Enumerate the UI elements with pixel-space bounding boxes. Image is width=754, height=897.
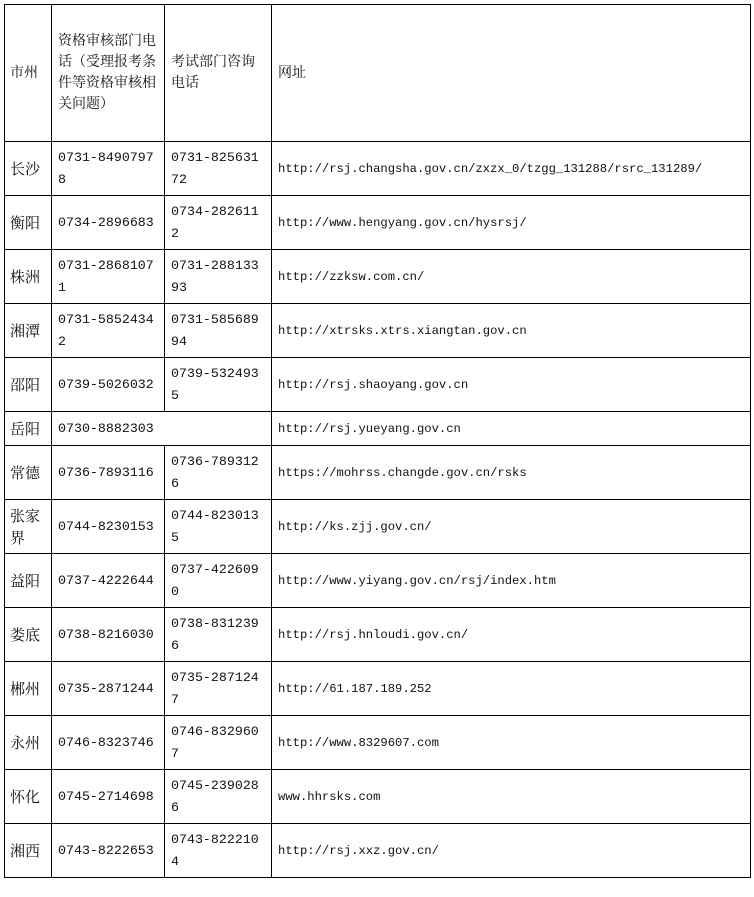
website-link[interactable]: http://rsj.changsha.gov.cn/zxzx_0/tzgg_131288/rsrc_131289/	[272, 142, 751, 196]
city-cell: 怀化	[5, 770, 52, 824]
table-row	[5, 358, 751, 412]
table-row	[5, 412, 751, 446]
city-cell: 湘潭	[5, 304, 52, 358]
table-row	[5, 196, 751, 250]
website-link[interactable]: http://61.187.189.252	[272, 662, 751, 716]
table-row	[5, 608, 751, 662]
city-cell: 株洲	[5, 250, 52, 304]
qualification-phone-cell: 0745-2714698	[52, 770, 165, 824]
website-link[interactable]: https://mohrss.changde.gov.cn/rsks	[272, 446, 751, 500]
qualification-phone-cell: 0735-2871244	[52, 662, 165, 716]
exam-phone-cell: 0734-2826112	[165, 196, 272, 250]
city-cell: 常德	[5, 446, 52, 500]
qualification-phone-cell: 0736-7893116	[52, 446, 165, 500]
website-link[interactable]: http://rsj.shaoyang.gov.cn	[272, 358, 751, 412]
website-link[interactable]: http://zzksw.com.cn/	[272, 250, 751, 304]
website-link[interactable]: http://www.yiyang.gov.cn/rsj/index.htm	[272, 554, 751, 608]
table-body	[5, 5, 751, 878]
table-row	[5, 446, 751, 500]
qualification-phone-cell: 0731-84907978	[52, 142, 165, 196]
website-link[interactable]: www.hhrsks.com	[272, 770, 751, 824]
table-row	[5, 770, 751, 824]
exam-phone-cell: 0735-2871247	[165, 662, 272, 716]
qualification-phone-cell: 0746-8323746	[52, 716, 165, 770]
table-row	[5, 250, 751, 304]
exam-phone-cell: 0731-58568994	[165, 304, 272, 358]
qualification-phone-cell: 0737-4222644	[52, 554, 165, 608]
table-row	[5, 716, 751, 770]
city-cell: 张家界	[5, 500, 52, 554]
exam-phone-cell: 0746-8329607	[165, 716, 272, 770]
website-link[interactable]: http://www.hengyang.gov.cn/hysrsj/	[272, 196, 751, 250]
exam-phone-cell: 0739-5324935	[165, 358, 272, 412]
city-cell: 益阳	[5, 554, 52, 608]
qualification-phone-cell: 0734-2896683	[52, 196, 165, 250]
exam-phone-cell: 0744-8230135	[165, 500, 272, 554]
website-link[interactable]: http://rsj.xxz.gov.cn/	[272, 824, 751, 878]
city-cell: 湘西	[5, 824, 52, 878]
website-link[interactable]: http://ks.zjj.gov.cn/	[272, 500, 751, 554]
city-cell: 邵阳	[5, 358, 52, 412]
qualification-phone-cell: 0731-58524342	[52, 304, 165, 358]
website-link[interactable]: http://www.8329607.com	[272, 716, 751, 770]
city-cell: 长沙	[5, 142, 52, 196]
table-row	[5, 304, 751, 358]
qualification-phone-cell: 0743-8222653	[52, 824, 165, 878]
header-qualification-phone: 资格审核部门电话（受理报考条件等资格审核相关问题）	[52, 5, 165, 142]
table-row	[5, 142, 751, 196]
table-row	[5, 554, 751, 608]
header-website: 网址	[272, 5, 751, 142]
table-row	[5, 824, 751, 878]
city-cell: 永州	[5, 716, 52, 770]
exam-phone-cell: 0731-82563172	[165, 142, 272, 196]
exam-phone-cell: 0743-8222104	[165, 824, 272, 878]
table-row	[5, 500, 751, 554]
city-cell: 衡阳	[5, 196, 52, 250]
qualification-phone-cell: 0730-8882303	[52, 412, 272, 446]
qualification-phone-cell: 0739-5026032	[52, 358, 165, 412]
city-cell: 郴州	[5, 662, 52, 716]
header-exam-phone: 考试部门咨询电话	[165, 5, 272, 142]
website-link[interactable]: http://xtrsks.xtrs.xiangtan.gov.cn	[272, 304, 751, 358]
table-header-row	[5, 5, 751, 142]
exam-phone-cell: 0731-28813393	[165, 250, 272, 304]
city-cell: 娄底	[5, 608, 52, 662]
exam-phone-cell: 0738-8312396	[165, 608, 272, 662]
contact-table	[4, 4, 751, 878]
website-link[interactable]: http://rsj.hnloudi.gov.cn/	[272, 608, 751, 662]
qualification-phone-cell: 0738-8216030	[52, 608, 165, 662]
header-city: 市州	[5, 5, 52, 142]
website-link[interactable]: http://rsj.yueyang.gov.cn	[272, 412, 751, 446]
exam-phone-cell: 0737-4226090	[165, 554, 272, 608]
qualification-phone-cell: 0744-8230153	[52, 500, 165, 554]
exam-phone-cell: 0736-7893126	[165, 446, 272, 500]
exam-phone-cell: 0745-2390286	[165, 770, 272, 824]
qualification-phone-cell: 0731-28681071	[52, 250, 165, 304]
table-row	[5, 662, 751, 716]
city-cell: 岳阳	[5, 412, 52, 446]
